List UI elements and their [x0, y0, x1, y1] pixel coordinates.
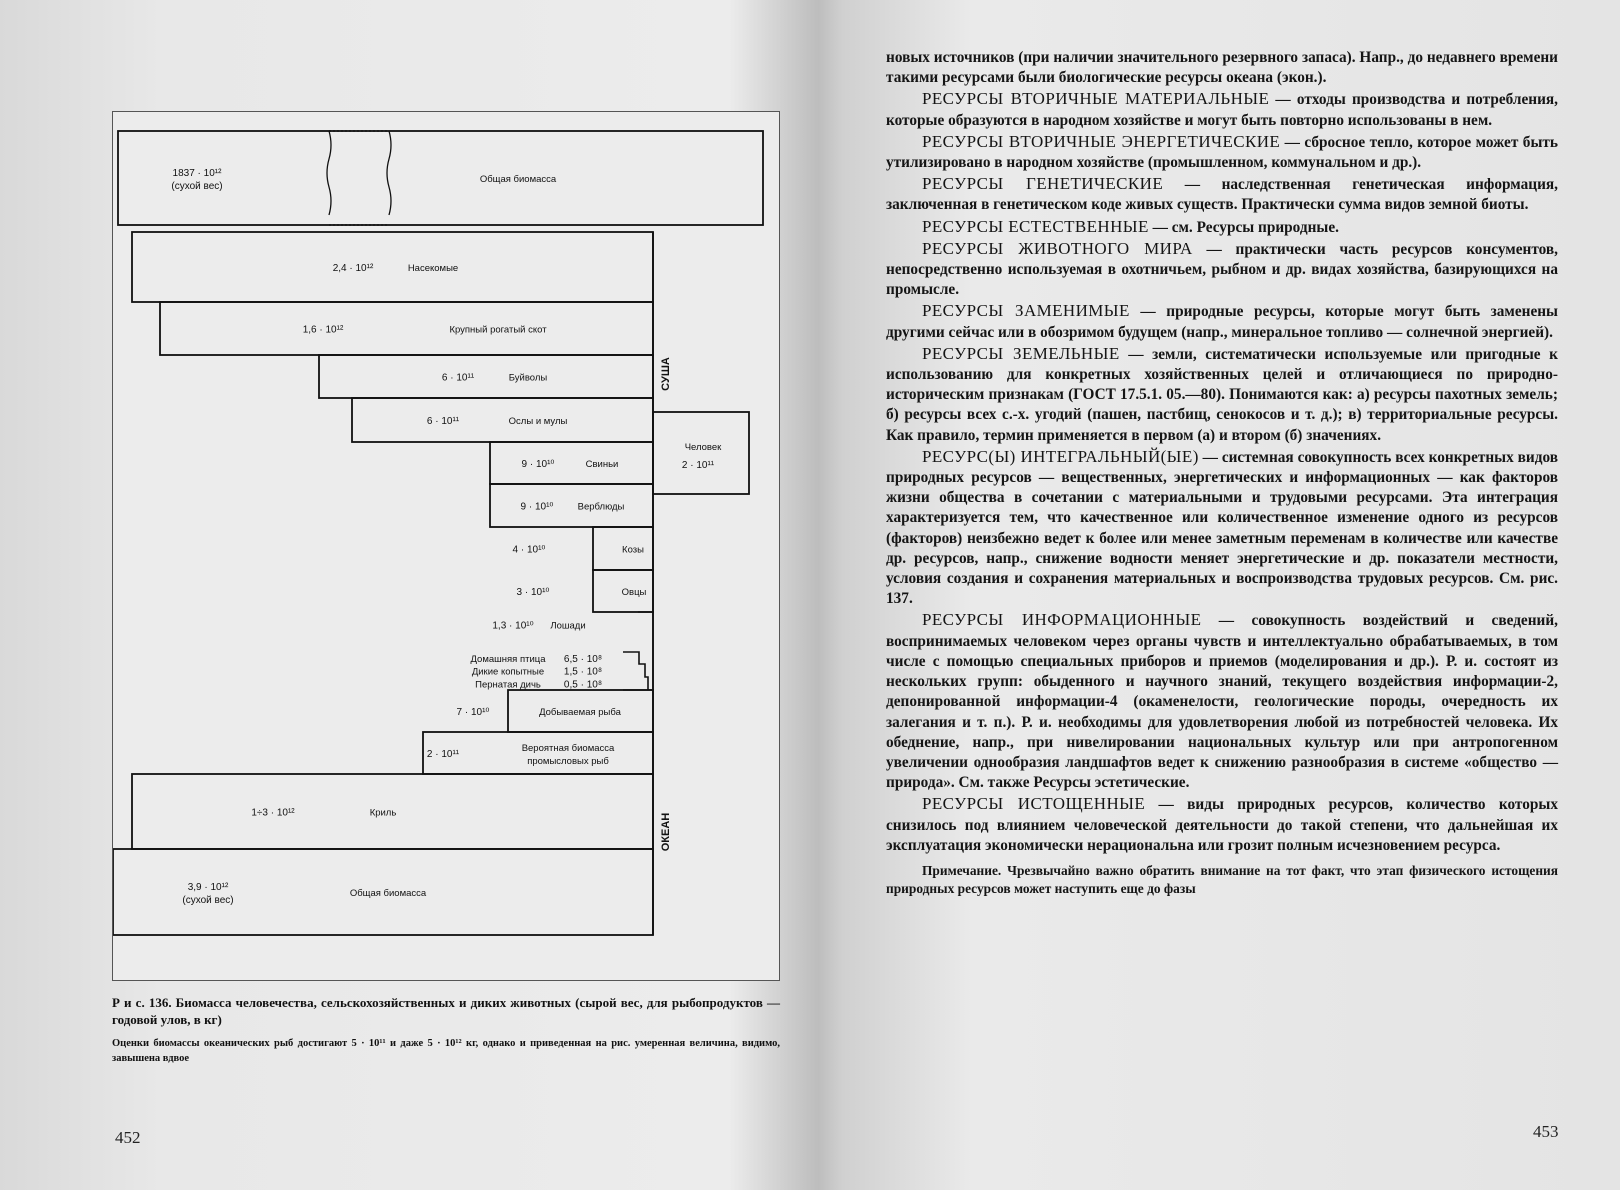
entry-term: РЕСУРСЫ ВТОРИЧНЫЕ ЭНЕРГЕТИЧЕСКИЕ	[922, 131, 1281, 151]
bar-3	[319, 355, 653, 398]
bar-value-2: 1,6 · 10¹²	[302, 324, 344, 336]
bar-label-3: Буйволы	[508, 372, 548, 384]
entry-term: РЕСУРСЫ ИНФОРМАЦИОННЫЕ	[922, 610, 1202, 630]
biomass-diagram	[113, 112, 779, 980]
dictionary-entry	[886, 174, 1558, 215]
bar-value-6: 9 · 10¹⁰	[520, 501, 554, 513]
human-label: Человек	[684, 442, 722, 453]
entry-term: РЕСУРСЫ ЖИВОТНОГО МИРА	[922, 238, 1193, 258]
bar-value-16: 3,9 · 10¹²	[187, 882, 229, 893]
bar-label-8: Овцы	[621, 587, 647, 598]
bar-label-4: Ослы и мулы	[508, 416, 568, 427]
human-box	[653, 412, 749, 494]
dictionary-entry	[886, 239, 1558, 301]
bar-4	[352, 398, 653, 442]
dictionary-text	[886, 48, 1558, 898]
bar-label-6: Верблюды	[577, 501, 625, 513]
dictionary-entry	[886, 301, 1558, 342]
figure-caption-note: Оценки биомассы океанических рыб достигают 5 · 10¹¹ и даже 5 · 10¹² кг, однако и приведенная на рис. умеренная величина, видимо, завышена вдвое	[112, 1038, 780, 1064]
bar-label-0: Общая биомасса	[479, 174, 557, 185]
human-value: 2 · 10¹¹	[681, 460, 715, 471]
small-step-outline	[623, 652, 648, 690]
bar-value-3: 6 · 10¹¹	[441, 372, 475, 384]
break-line-right	[387, 131, 391, 215]
bar-value-14: 2 · 10¹¹	[426, 749, 460, 760]
bar-value-7: 4 · 10¹⁰	[512, 544, 546, 556]
dictionary-entry	[886, 447, 1558, 610]
entry-definition: новых источников (при наличии значительного резервного запаса). Напр., до недавнего времени такими ресурсами были биологические ресурсы океана (экон.).	[886, 49, 1558, 87]
bar-label-15: Криль	[369, 807, 397, 819]
bar-label-13: Добываемая рыба	[539, 707, 621, 718]
right-page	[832, 0, 1620, 1190]
bar-label-14: Вероятная биомасса	[521, 743, 615, 754]
entry-definition: — виды природных ресурсов, количество которых снизилось под влиянием человеческой деятельности до такой степени, что дальнейшая их эксплуатация экономически нерациональна или грозит полным исчезновением ресурса.	[886, 796, 1558, 854]
dictionary-entry	[886, 610, 1558, 793]
bar-value-13: 7 · 10¹⁰	[456, 707, 490, 718]
bar-label-5: Свиньи	[585, 459, 619, 470]
bar-value-15: 1÷3 · 10¹²	[251, 807, 295, 819]
entry-term: РЕСУРСЫ ЕСТЕСТВЕННЫЕ	[922, 216, 1149, 236]
entry-term: РЕСУРСЫ ИСТОЩЕННЫЕ	[922, 794, 1146, 814]
bar-value-4: 6 · 10¹¹	[426, 416, 460, 427]
entry-definition: — см. Ресурсы природные.	[1148, 218, 1339, 236]
entry-term: РЕСУРСЫ ВТОРИЧНЫЕ МАТЕРИАЛЬНЫЕ	[922, 89, 1270, 109]
bar-label-1: Насекомые	[407, 263, 459, 274]
bar-value-0: 1837 · 10¹²	[172, 168, 222, 179]
bar-value-9: 1,3 · 10¹⁰	[492, 620, 534, 632]
bar-label-10: Домашняя птица	[470, 654, 546, 665]
bar-label-7: Козы	[622, 544, 644, 556]
biomass-figure	[112, 111, 780, 981]
bar-2	[160, 302, 653, 355]
bar-label-2: Крупный рогатый скот	[449, 324, 547, 336]
bar-label-12: Пернатая дичь	[475, 679, 541, 691]
entry-term: РЕСУРСЫ ГЕНЕТИЧЕСКИЕ	[922, 174, 1164, 194]
bar-value-11: 1,5 · 10⁸	[563, 666, 603, 678]
entry-definition: — отходы производства и потребления, которые образуются в народном хозяйстве и могут быть повторно использованы в нем.	[886, 91, 1558, 129]
entry-term: РЕСУРСЫ ЗАМЕНИМЫЕ	[922, 301, 1130, 321]
entry-definition: — наследственная генетическая информация, заключенная в генетическом коде живых существ. Практически сумма видов земной биоты.	[886, 176, 1559, 214]
ocean-label: ОКЕАН	[660, 812, 672, 852]
break-line-left	[327, 131, 331, 215]
bar-label-9: Лошади	[550, 620, 586, 632]
entry-term: РЕСУРСЫ ЗЕМЕЛЬНЫЕ	[922, 343, 1120, 363]
note-label: Примечание.	[922, 862, 1002, 878]
entry-definition: — практически часть ресурсов консументов, непосредственно используемая в охотничьем, рыбном и др. видах хозяйства, базирующихся на промысле.	[886, 240, 1558, 299]
land-label: СУША	[660, 357, 672, 391]
bar-value-8: 3 · 10¹⁰	[516, 587, 550, 598]
bar-5	[490, 442, 653, 484]
entry-definition: — сбросное тепло, которое может быть утилизировано в народном хозяйстве (промышленном, коммунальном и др.).	[886, 133, 1558, 172]
page-number-right: 453	[1533, 1122, 1559, 1141]
bar-6	[490, 484, 653, 527]
bar-value-10: 6,5 · 10⁸	[563, 654, 603, 665]
dictionary-entry	[886, 794, 1558, 856]
dictionary-entry	[886, 344, 1558, 446]
dictionary-entry	[886, 89, 1558, 130]
bar-1	[132, 232, 653, 302]
entry-definition: — земли, систематически используемые или пригодные к использованию для конкретных хозяйственных целей и отличающиеся по природно-историческим признакам (ГОСТ 17.5.1. 05.—80). Понимаются как: а) ресурсы пахотных земель; б) ресурсы всех с.-х. угодий (пашен, пастбищ, сенокосов и т. д.); в) территориальные ресурсы. Как правило, термин применяется в первом (а) и втором (б) значениях.	[886, 345, 1558, 444]
figure-caption: Р и с. 136. Биомасса человечества, сельскохозяйственных и диких животных (сырой вес, для рыбопродуктов — годовой улов, в кг)	[112, 995, 780, 1027]
entry-definition: — природные ресурсы, которые могут быть заменены другими сейчас или в обозримом будущем (напр., минеральное топливо — солнечной энергией).	[886, 303, 1558, 341]
dictionary-entry	[886, 132, 1558, 173]
bar-label-11: Дикие копытные	[471, 666, 545, 678]
bar-label-16: Общая биомасса	[349, 888, 427, 899]
bar-value-12: 0,5 · 10⁸	[563, 679, 603, 691]
note-text: Чрезвычайно важно обратить внимание на тот факт, что этап физического истощения природных ресурсов может наступить еще до фазы	[886, 862, 1558, 896]
bar-value-5: 9 · 10¹⁰	[521, 459, 555, 470]
bar-value-1: 2,4 · 10¹²	[332, 263, 374, 274]
dictionary-entry	[886, 217, 1558, 238]
dictionary-entry	[886, 48, 1558, 88]
bar-value2-0: (сухой вес)	[171, 181, 223, 192]
bar-label2-14: промысловых рыб	[527, 756, 609, 767]
entry-term: РЕСУРС(Ы) ИНТЕГРАЛЬНЫЙ(ЫЕ)	[922, 446, 1199, 466]
entry-definition: — системная совокупность всех конкретных видов природных ресурсов — вещественных, энергетических и информационных — как факторов жизни общества в сочетании с материальными и трудовыми ресурсами. Эта интеграция характеризуется тем, что качественное или количественное изменение одного из ресурсов (факторов) неизбежно ведет к более или менее заметным переменам в количестве или качестве др. ресурсов, напр., снижение водности меняет энергетические и др. показатели местности, условия создания и сохранения материальных и воспроизводства трудовых ресурсов. См. рис. 137.	[886, 448, 1558, 608]
note-paragraph	[886, 862, 1558, 898]
entry-definition: — совокупность воздействий и сведений, воспринимаемых человеком через органы чувств и интеллектуально обрабатываемых, в том числе с помощью специальных приборов и приемов (моделирования и др.). Р. и. состоят из нескольких групп: обыденного и научного знаний, текущего воздействия информации-2, депонированной информации-4 (окаменелости, геологические породы, очередность их залегания и т. п.). Р. и. необходимы для удовлетворения любой из потребностей человека. Их обеднение, напр., при нивелировании национальных культур или при антропогенном увеличении однообразия ландшафтов ведет к снижению разнообразия в системе «общество — природа». См. также Ресурсы эстетические.	[886, 612, 1558, 792]
bar-value2-16: (сухой вес)	[182, 895, 234, 906]
page-number-left: 452	[115, 1128, 141, 1147]
